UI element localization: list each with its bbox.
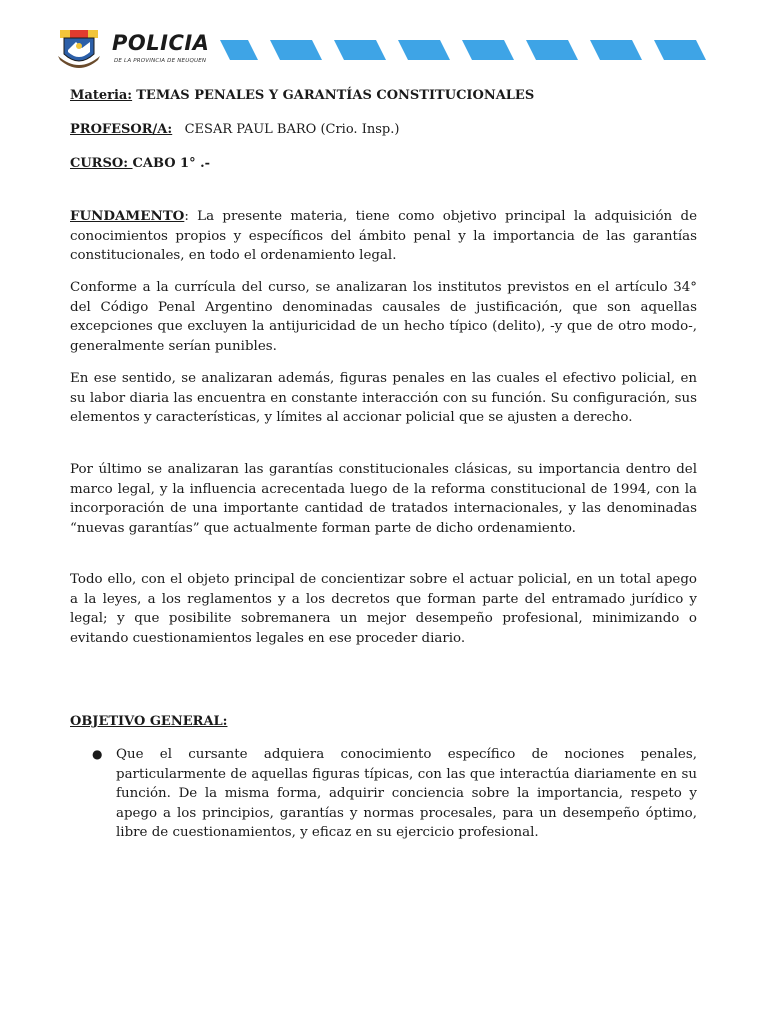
- profesor-label: PROFESOR/A:: [70, 122, 173, 137]
- header-stripes-decoration: [220, 40, 712, 60]
- materia-label: Materia:: [70, 88, 133, 103]
- police-crest-icon: [54, 26, 104, 70]
- fundamento-paragraph-1: [70, 207, 697, 266]
- brand-subtitle: DE LA PROVINCIA DE NEUQUEN: [114, 58, 207, 64]
- fundamento-paragraph-4: Por último se analizaran las garantías constitucionales clásicas, su importancia dentro del marco legal, y la influencia acrecentada luego de la reforma constitucional de 1994, con la incorporación de una importante cantidad de tratados internacionales, y las denominadas “nuevas garantías” que actualmente forman parte de dicho ordenamiento.: [70, 462, 697, 536]
- objetivo-item-text: Que el cursante adquiera conocimiento específico de nociones penales, particularmente de aquellas figuras típicas, con las que interactúa diariamente en su función. De la misma forma, adquirir conciencia sobre la importancia, respeto y apego a los principios, garantías y normas procesales, para un desempeño óptimo, libre de cuestionamientos, y eficaz en su ejercicio profesional.: [116, 747, 697, 841]
- curso-line: [70, 156, 210, 172]
- list-item: [88, 745, 697, 843]
- fundamento-label: FUNDAMENTO: [70, 208, 185, 224]
- curso-label: CURSO:: [70, 156, 133, 171]
- objetivo-list: [88, 745, 697, 843]
- profesor-line: [70, 122, 399, 138]
- fundamento-paragraph-2: Conforme a la currícula del curso, se analizaran los institutos previstos en el artículo 34° del Código Penal Argentino denominadas causales de justificación, que son aquellas excepciones que excluyen la antijuricidad de un hecho típico (delito), -y que de otro modo-, generalmente serían punibles.: [70, 280, 697, 354]
- brand-title: POLICIA: [112, 31, 210, 55]
- materia-value: TEMAS PENALES Y GARANTÍAS CONSTITUCIONALES: [136, 88, 535, 103]
- materia-line: [70, 88, 534, 104]
- page-header: [52, 24, 712, 74]
- profesor-value: CESAR PAUL BARO (Crio. Insp.): [184, 122, 400, 137]
- fundamento-text-1: : La presente materia, tiene como objetivo principal la adquisición de conocimientos propios y específicos del ámbito penal y la importancia de las garantías constitucionales, en todo el ordenamiento legal.: [70, 209, 697, 264]
- fundamento-paragraph-3: En ese sentido, se analizaran además, figuras penales en las cuales el efectivo policial, en su labor diaria las encuentra en constante interacción con su función. Su configuración, sus elementos y características, y límites al accionar policial que se ajusten a derecho.: [70, 371, 697, 426]
- fundamento-paragraph-5: Todo ello, con el objeto principal de concientizar sobre el actuar policial, en un total apego a la leyes, a los reglamentos y a los decretos que forman parte del entramado jurídico y legal; y que posibilite sobremanera un mejor desempeño profesional, minimizando o evitando cuestionamientos legales en ese proceder diario.: [70, 572, 697, 646]
- bullet-icon: ●: [92, 747, 103, 761]
- curso-value: CABO 1° .-: [132, 156, 211, 171]
- objetivo-heading: OBJETIVO GENERAL:: [70, 714, 228, 729]
